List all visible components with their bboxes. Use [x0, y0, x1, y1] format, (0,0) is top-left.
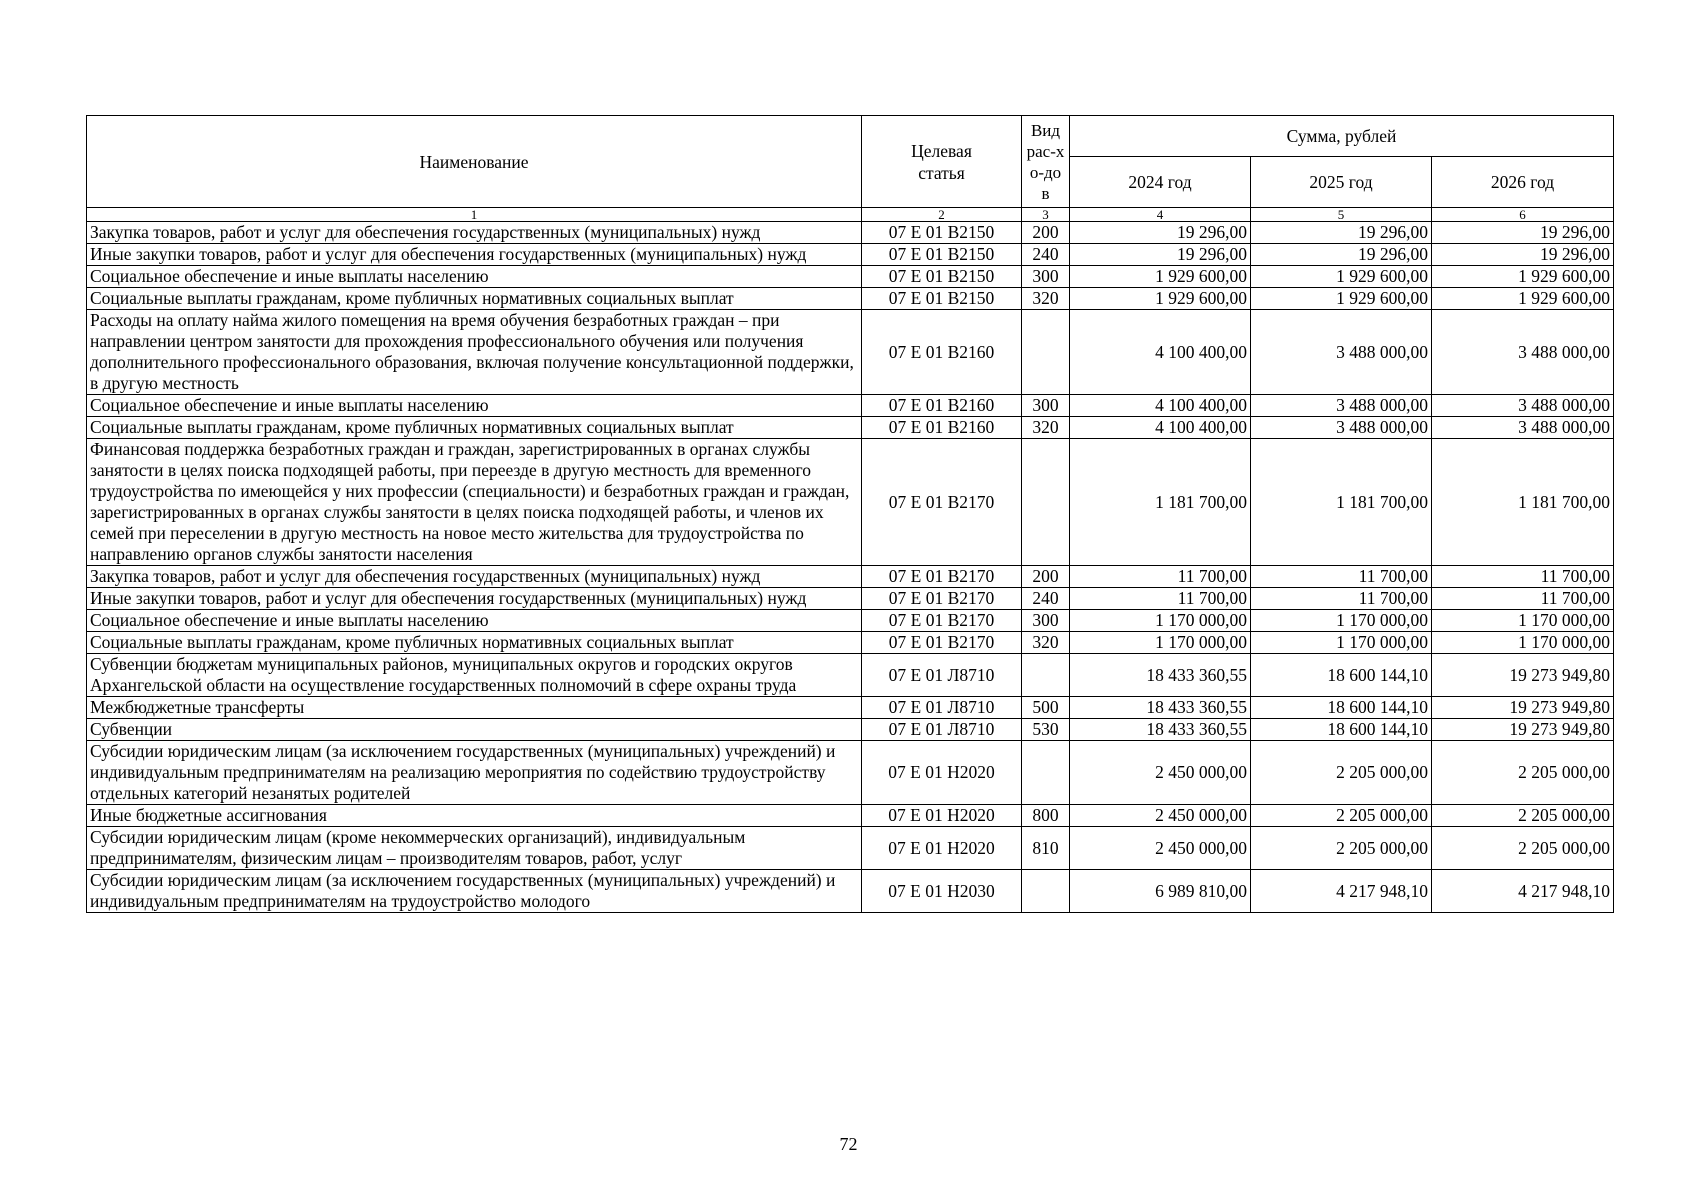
- row-expense-type: 240: [1022, 244, 1070, 266]
- row-amount-2024: 18 433 360,55: [1070, 697, 1251, 719]
- row-target-code: 07 Е 01 В2170: [862, 632, 1022, 654]
- row-target-code: 07 Е 01 Л8710: [862, 697, 1022, 719]
- row-amount-2024: 18 433 360,55: [1070, 654, 1251, 697]
- row-amount-2025: 19 296,00: [1251, 222, 1432, 244]
- row-target-code: 07 Е 01 В2170: [862, 439, 1022, 566]
- row-expense-type: [1022, 870, 1070, 913]
- row-expense-type: [1022, 654, 1070, 697]
- header-name: Наименование: [87, 116, 862, 208]
- row-amount-2024: 4 100 400,00: [1070, 417, 1251, 439]
- row-amount-2024: 2 450 000,00: [1070, 827, 1251, 870]
- row-name: Социальное обеспечение и иные выплаты населению: [87, 610, 862, 632]
- table-row: [87, 697, 1614, 719]
- budget-table: [86, 115, 1614, 913]
- row-name: Субвенции бюджетам муниципальных районов, муниципальных округов и городских округов Архангельской области на осуществление государственных полномочий в сфере охраны труда: [87, 654, 862, 697]
- table-row: [87, 654, 1614, 697]
- row-amount-2024: 4 100 400,00: [1070, 310, 1251, 395]
- row-name: Закупка товаров, работ и услуг для обеспечения государственных (муниципальных) нужд: [87, 222, 862, 244]
- row-expense-type: 810: [1022, 827, 1070, 870]
- page-number: 72: [839, 1134, 858, 1154]
- row-amount-2026: 19 296,00: [1432, 244, 1614, 266]
- row-amount-2024: 1 170 000,00: [1070, 632, 1251, 654]
- row-name: Социальные выплаты гражданам, кроме публичных нормативных социальных выплат: [87, 632, 862, 654]
- column-number: 6: [1432, 208, 1614, 222]
- row-amount-2025: 1 170 000,00: [1251, 610, 1432, 632]
- row-expense-type: 500: [1022, 697, 1070, 719]
- row-amount-2025: 2 205 000,00: [1251, 805, 1432, 827]
- row-amount-2024: 1 181 700,00: [1070, 439, 1251, 566]
- row-expense-type: 800: [1022, 805, 1070, 827]
- row-amount-2025: 3 488 000,00: [1251, 395, 1432, 417]
- row-amount-2026: 19 273 949,80: [1432, 654, 1614, 697]
- row-amount-2026: 19 273 949,80: [1432, 697, 1614, 719]
- row-amount-2026: 4 217 948,10: [1432, 870, 1614, 913]
- row-amount-2025: 1 170 000,00: [1251, 632, 1432, 654]
- row-target-code: 07 Е 01 Л8710: [862, 654, 1022, 697]
- row-target-code: 07 Е 01 В2160: [862, 310, 1022, 395]
- column-number: 4: [1070, 208, 1251, 222]
- row-amount-2026: 11 700,00: [1432, 588, 1614, 610]
- table-row: [87, 395, 1614, 417]
- row-amount-2025: 3 488 000,00: [1251, 310, 1432, 395]
- row-amount-2026: 1 170 000,00: [1432, 610, 1614, 632]
- row-amount-2024: 18 433 360,55: [1070, 719, 1251, 741]
- row-amount-2024: 6 989 810,00: [1070, 870, 1251, 913]
- table-row: [87, 610, 1614, 632]
- row-amount-2025: 2 205 000,00: [1251, 741, 1432, 805]
- row-name: Закупка товаров, работ и услуг для обеспечения государственных (муниципальных) нужд: [87, 566, 862, 588]
- row-expense-type: [1022, 310, 1070, 395]
- row-amount-2025: 3 488 000,00: [1251, 417, 1432, 439]
- row-target-code: 07 Е 01 В2170: [862, 588, 1022, 610]
- row-target-code: 07 Е 01 В2170: [862, 610, 1022, 632]
- row-amount-2024: 1 170 000,00: [1070, 610, 1251, 632]
- row-amount-2024: 19 296,00: [1070, 244, 1251, 266]
- row-expense-type: 320: [1022, 632, 1070, 654]
- column-number: 2: [862, 208, 1022, 222]
- row-name: Иные закупки товаров, работ и услуг для обеспечения государственных (муниципальных) нужд: [87, 244, 862, 266]
- row-name: Иные закупки товаров, работ и услуг для обеспечения государственных (муниципальных) нужд: [87, 588, 862, 610]
- row-amount-2025: 11 700,00: [1251, 588, 1432, 610]
- row-amount-2025: 19 296,00: [1251, 244, 1432, 266]
- row-amount-2026: 1 929 600,00: [1432, 288, 1614, 310]
- row-name: Социальные выплаты гражданам, кроме публичных нормативных социальных выплат: [87, 288, 862, 310]
- row-amount-2026: 2 205 000,00: [1432, 741, 1614, 805]
- table-row: [87, 439, 1614, 566]
- row-target-code: 07 Е 01 Н2020: [862, 805, 1022, 827]
- table-row: [87, 310, 1614, 395]
- header-sum: Сумма, рублей: [1070, 116, 1614, 157]
- row-amount-2024: 2 450 000,00: [1070, 741, 1251, 805]
- table-row: [87, 632, 1614, 654]
- row-amount-2025: 2 205 000,00: [1251, 827, 1432, 870]
- table-body: [87, 222, 1614, 913]
- header-vid: Вид рас-хо-дов: [1022, 116, 1070, 208]
- row-amount-2026: 19 296,00: [1432, 222, 1614, 244]
- row-amount-2026: 11 700,00: [1432, 566, 1614, 588]
- header-2024: 2024 год: [1070, 157, 1251, 208]
- table-row: [87, 827, 1614, 870]
- row-expense-type: 320: [1022, 288, 1070, 310]
- table-row: [87, 870, 1614, 913]
- table-row: [87, 417, 1614, 439]
- row-expense-type: 300: [1022, 266, 1070, 288]
- row-target-code: 07 Е 01 В2170: [862, 566, 1022, 588]
- row-target-code: 07 Е 01 В2160: [862, 417, 1022, 439]
- row-name: Субсидии юридическим лицам (за исключением государственных (муниципальных) учреждений) и индивидуальным предпринимателям на трудоустройство молодого: [87, 870, 862, 913]
- row-target-code: 07 Е 01 В2150: [862, 244, 1022, 266]
- row-name: Субсидии юридическим лицам (за исключением государственных (муниципальных) учреждений) и индивидуальным предпринимателям на реализацию мероприятия по содействию трудоустройству отдельных категорий незанятых родителей: [87, 741, 862, 805]
- row-name: Иные бюджетные ассигнования: [87, 805, 862, 827]
- row-name: Субвенции: [87, 719, 862, 741]
- row-expense-type: 200: [1022, 222, 1070, 244]
- row-target-code: 07 Е 01 В2160: [862, 395, 1022, 417]
- table-row: [87, 244, 1614, 266]
- column-number-row: [87, 208, 1614, 222]
- row-expense-type: [1022, 439, 1070, 566]
- column-number: 3: [1022, 208, 1070, 222]
- row-target-code: 07 Е 01 Л8710: [862, 719, 1022, 741]
- row-expense-type: 200: [1022, 566, 1070, 588]
- row-amount-2025: 1 929 600,00: [1251, 288, 1432, 310]
- row-name: Расходы на оплату найма жилого помещения на время обучения безработных граждан – при направлении центром занятости для прохождения профессионального обучения или получения дополнительного профессионального образования, включая получение консультационной поддержки, в другую местность: [87, 310, 862, 395]
- row-expense-type: 320: [1022, 417, 1070, 439]
- row-amount-2024: 2 450 000,00: [1070, 805, 1251, 827]
- row-target-code: 07 Е 01 Н2020: [862, 741, 1022, 805]
- column-number: 1: [87, 208, 862, 222]
- row-target-code: 07 Е 01 В2150: [862, 222, 1022, 244]
- row-amount-2024: 1 929 600,00: [1070, 288, 1251, 310]
- table-row: [87, 719, 1614, 741]
- row-target-code: 07 Е 01 В2150: [862, 288, 1022, 310]
- row-amount-2024: 11 700,00: [1070, 588, 1251, 610]
- row-expense-type: 300: [1022, 395, 1070, 417]
- header-target: Целевая статья: [862, 116, 1022, 208]
- row-amount-2024: 11 700,00: [1070, 566, 1251, 588]
- header-2025: 2025 год: [1251, 157, 1432, 208]
- table-row: [87, 805, 1614, 827]
- row-amount-2024: 4 100 400,00: [1070, 395, 1251, 417]
- row-amount-2025: 18 600 144,10: [1251, 654, 1432, 697]
- row-amount-2026: 3 488 000,00: [1432, 310, 1614, 395]
- row-amount-2025: 18 600 144,10: [1251, 697, 1432, 719]
- row-amount-2026: 3 488 000,00: [1432, 417, 1614, 439]
- row-target-code: 07 Е 01 Н2020: [862, 827, 1022, 870]
- row-amount-2026: 1 170 000,00: [1432, 632, 1614, 654]
- row-amount-2026: 2 205 000,00: [1432, 827, 1614, 870]
- row-amount-2024: 1 929 600,00: [1070, 266, 1251, 288]
- column-number: 5: [1251, 208, 1432, 222]
- row-amount-2026: 3 488 000,00: [1432, 395, 1614, 417]
- row-name: Межбюджетные трансферты: [87, 697, 862, 719]
- row-amount-2025: 4 217 948,10: [1251, 870, 1432, 913]
- table-row: [87, 266, 1614, 288]
- row-name: Социальное обеспечение и иные выплаты населению: [87, 266, 862, 288]
- table-row: [87, 588, 1614, 610]
- table-row: [87, 741, 1614, 805]
- row-target-code: 07 Е 01 В2150: [862, 266, 1022, 288]
- row-amount-2026: 1 929 600,00: [1432, 266, 1614, 288]
- row-expense-type: [1022, 741, 1070, 805]
- header-2026: 2026 год: [1432, 157, 1614, 208]
- row-amount-2024: 19 296,00: [1070, 222, 1251, 244]
- row-amount-2026: 1 181 700,00: [1432, 439, 1614, 566]
- row-amount-2025: 1 181 700,00: [1251, 439, 1432, 566]
- row-name: Финансовая поддержка безработных граждан и граждан, зарегистрированных в органах службы занятости в целях поиска подходящей работы, при переезде в другую местность для временного трудоустройства по имеющейся у них профессии (специальности) и безработных граждан и граждан, зарегистрированных в органах службы занятости в целях поиска подходящей работы, и членов их семей при переселении в другую местность на новое место жительства для трудоустройства по направлению органов службы занятости населения: [87, 439, 862, 566]
- row-expense-type: 240: [1022, 588, 1070, 610]
- table-row: [87, 222, 1614, 244]
- row-amount-2026: 19 273 949,80: [1432, 719, 1614, 741]
- table-row: [87, 288, 1614, 310]
- row-name: Социальные выплаты гражданам, кроме публичных нормативных социальных выплат: [87, 417, 862, 439]
- row-name: Социальное обеспечение и иные выплаты населению: [87, 395, 862, 417]
- row-expense-type: 530: [1022, 719, 1070, 741]
- row-target-code: 07 Е 01 Н2030: [862, 870, 1022, 913]
- row-amount-2025: 11 700,00: [1251, 566, 1432, 588]
- row-expense-type: 300: [1022, 610, 1070, 632]
- table-row: [87, 566, 1614, 588]
- row-name: Субсидии юридическим лицам (кроме некоммерческих организаций), индивидуальным предпринимателям, физическим лицам – производителям товаров, работ, услуг: [87, 827, 862, 870]
- row-amount-2026: 2 205 000,00: [1432, 805, 1614, 827]
- row-amount-2025: 18 600 144,10: [1251, 719, 1432, 741]
- row-amount-2025: 1 929 600,00: [1251, 266, 1432, 288]
